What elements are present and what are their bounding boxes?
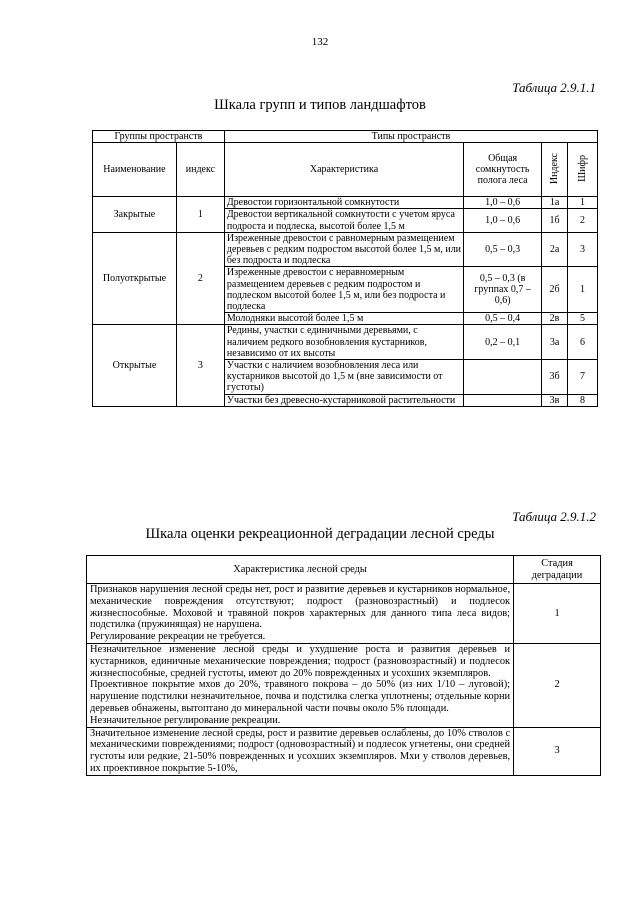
table-row	[93, 325, 598, 360]
header-idx: Индекс	[542, 143, 568, 197]
page-number: 132	[311, 36, 329, 48]
row-idx: 1а	[542, 197, 568, 209]
row-density	[464, 360, 542, 395]
row-stage: 1	[514, 584, 601, 644]
row-characteristic: Изреженные древостои с равномерным размещением деревьев с редким подростом высотой более 1,5 м, или без подроста и подлеска	[224, 232, 463, 267]
group-index: 2	[176, 232, 224, 325]
row-text: Незначительное изменение лесной среды и ухудшение роста и развития деревьев и кустарников, единичные механические повреждения; подрост (разновозрастный) и подлесок жизнеспособные, средней густоты, имеют до 20% поврежденных и усохших экземпляров.	[90, 643, 511, 679]
group-index: 3	[176, 325, 224, 406]
row-code: 1	[568, 267, 598, 313]
row-density: 1,0 – 0,6	[464, 209, 542, 232]
row-characteristic: Древостои горизонтальной сомкнутости	[224, 197, 463, 209]
row-text-2: Проективное покрытие мхов до 20%, травяного покрова – до 50% (из них 1/10 – луговой); нарушение подстилки незначительное, почва и подстилка слегка уплотнены; отдельные корни деревьев обнажены, вытоптано до минеральной части почвы около 5% площади.	[90, 679, 511, 714]
table-row	[87, 643, 601, 727]
row-characteristic: Изреженные древостои с неравномерным размещением деревьев с редким подростом и подлеском высотой более 1,5 м, или без подроста и подлеска	[224, 267, 463, 313]
landscape-groups-table	[92, 130, 598, 407]
row-density: 0,5 – 0,4	[464, 313, 542, 325]
header-name: Наименование	[93, 143, 177, 197]
header-index: индекс	[176, 143, 224, 197]
row-code: 6	[568, 325, 598, 360]
row-characteristic: Участки с наличием возобновления леса или кустарников высотой до 1,5 м (вне зависимости от густоты)	[224, 360, 463, 395]
table-row	[87, 727, 601, 775]
row-code: 7	[568, 360, 598, 395]
header-density: Общая сомкнутость полога леса	[464, 143, 542, 197]
group-index: 1	[176, 197, 224, 233]
row-code: 3	[568, 232, 598, 267]
table1-caption: Таблица 2.9.1.1	[512, 80, 596, 95]
row-description	[87, 727, 514, 775]
row-description	[87, 584, 514, 644]
table-row	[93, 197, 598, 209]
row-code: 8	[568, 394, 598, 406]
row-density: 1,0 – 0,6	[464, 197, 542, 209]
row-idx: 1б	[542, 209, 568, 232]
row-density	[464, 394, 542, 406]
row-note: Незначительное регулирование рекреации.	[90, 714, 281, 726]
row-text: Значительное изменение лесной среды, рост и развитие деревьев ослаблены, до 10% стволов с механическими повреждениями; подрост (одновозрастный) и подлесок угнетены, они средней густоты или редкие, 21-50% поврежденных и усохших экземпляров. Мхи у стволов деревьев, их проективное покрытие 5-10%,	[90, 727, 511, 774]
row-idx: 2в	[542, 313, 568, 325]
row-idx: 3в	[542, 394, 568, 406]
row-description	[87, 643, 514, 727]
group-name: Закрытые	[93, 197, 177, 233]
table1-title: Шкала групп и типов ландшафтов	[214, 97, 426, 113]
group-name: Полуоткрытые	[93, 232, 177, 325]
row-stage: 2	[514, 643, 601, 727]
header-groups: Группы пространств	[93, 131, 225, 143]
row-characteristic: Молодняки высотой более 1,5 м	[224, 313, 463, 325]
row-code: 2	[568, 209, 598, 232]
header-stage: Стадия деградации	[514, 556, 601, 584]
header-characteristic: Характеристика	[224, 143, 463, 197]
row-code: 5	[568, 313, 598, 325]
row-characteristic: Участки без древесно-кустарниковой растительности	[224, 394, 463, 406]
row-text: Признаков нарушения лесной среды нет, рост и развитие деревьев и кустарников нормальное, механические повреждения отсутствуют; подрост (разновозрастный) и подлесок жизнеспособные. Моховой и травяной покров характерных для данного типа леса видов; подстилка (пружинящая) не нарушена.	[90, 584, 511, 631]
table2-title: Шкала оценки рекреационной деградации лесной среды	[145, 526, 495, 542]
table2-caption: Таблица 2.9.1.2	[512, 509, 596, 524]
header-types: Типы пространств	[224, 131, 597, 143]
row-idx: 2б	[542, 267, 568, 313]
row-density: 0,2 – 0,1	[464, 325, 542, 360]
row-code: 1	[568, 197, 598, 209]
header-forest-characteristic: Характеристика лесной среды	[87, 556, 514, 584]
row-note: Регулирование рекреации не требуется.	[90, 631, 266, 643]
row-idx: 2а	[542, 232, 568, 267]
row-density: 0,5 – 0,3 (в группах 0,7 – 0,6)	[464, 267, 542, 313]
row-density: 0,5 – 0,3	[464, 232, 542, 267]
table-row	[93, 232, 598, 267]
degradation-table	[86, 555, 601, 776]
row-stage: 3	[514, 727, 601, 775]
header-code: Шифр	[568, 143, 598, 197]
row-idx: 3б	[542, 360, 568, 395]
group-name: Открытые	[93, 325, 177, 406]
row-characteristic: Редины, участки с единичными деревьями, с наличием редкого возобновления кустарников, независимо от их высоты	[224, 325, 463, 360]
row-idx: 3а	[542, 325, 568, 360]
row-characteristic: Древостои вертикальной сомкнутости с учетом яруса подроста и подлеска, высотой более 1,5 м	[224, 209, 463, 232]
table-row	[87, 584, 601, 644]
